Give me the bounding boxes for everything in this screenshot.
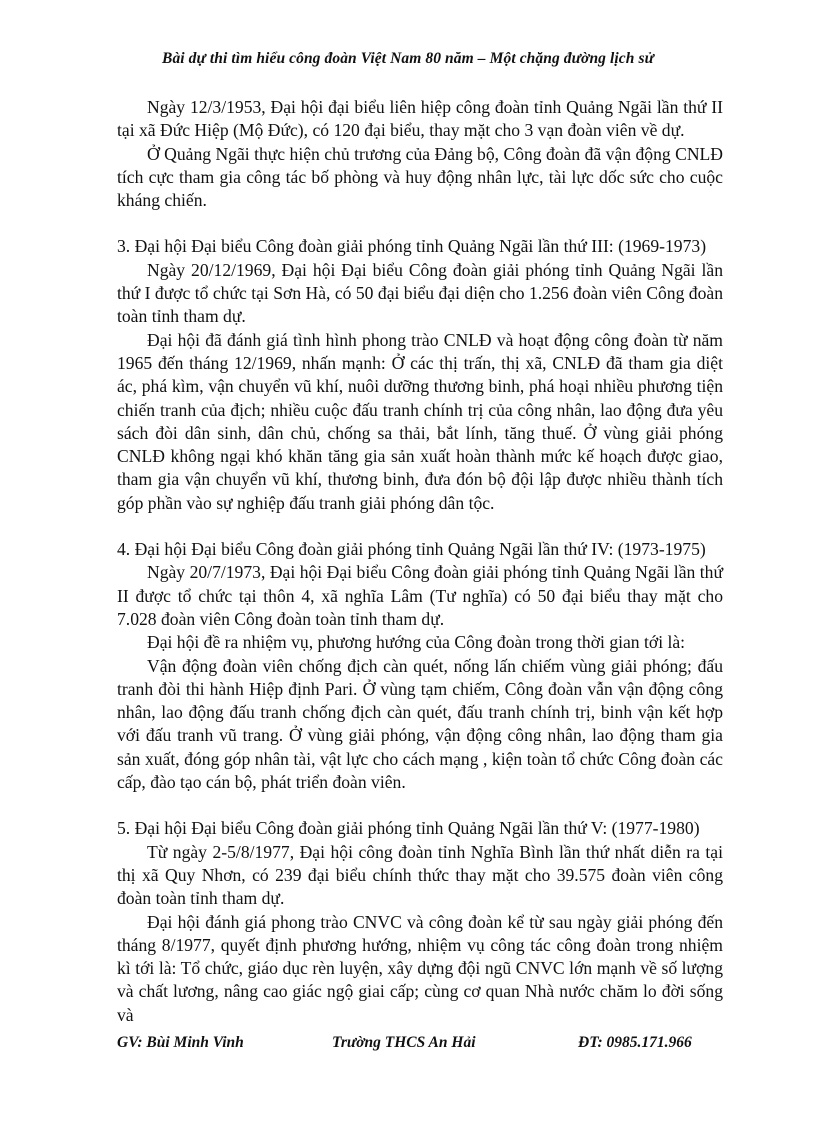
- section-4-paragraph-1: Ngày 20/7/1973, Đại hội Đại biểu Công đoàn giải phóng tỉnh Quảng Ngãi lần thứ II được tổ chức tại thôn 4, xã nghĩa Lâm (Tư nghĩa) có 50 đại biểu thay mặt cho 7.028 đoàn viên Công đoàn toàn tỉnh tham dự.: [117, 562, 723, 629]
- section-5-paragraph-2: Đại hội đánh giá phong trào CNVC và công đoàn kể từ sau ngày giải phóng đến tháng 8/1977, quyết định phương hướng, nhiệm vụ công tác công đoàn trong nhiệm kì tới là: Tổ chức, giáo dục rèn luyện, xây dựng đội ngũ CNVC lớn mạnh về số lượng và chất lương, nâng cao giác ngộ giai cấp; cùng cơ quan Nhà nước chăm lo đời sống và: [117, 911, 723, 1025]
- section-3-paragraph-2: Đại hội đã đánh giá tình hình phong trào CNLĐ và hoạt động công đoàn từ năm 1965 đến tháng 12/1969, nhấn mạnh: Ở các thị trấn, thị xã, CNLĐ đã tham gia diệt ác, phá kìm, vận chuyển vũ khí, nuôi dưỡng thương binh, phá hoại nhiều phương tiện chiến tranh của địch; nhiều cuộc đấu tranh chính trị của công nhân, lao động đưa yêu sách đòi dân sinh, dân chủ, chống sa thải, bắt lính, tăng thuế. Ở vùng giải phóng CNLĐ không ngại khó khăn tăng gia sản xuất hoàn thành mức kế hoạch được giao, tham gia vận chuyển vũ khí, thương binh, đưa đón bộ đội lập được nhiều thành tích góp phần vào sự nghiệp đấu tranh giải phóng dân tộc.: [117, 329, 723, 513]
- spacer: [117, 515, 723, 538]
- section-3-heading: 3. Đại hội Đại biểu Công đoàn giải phóng tỉnh Quảng Ngãi lần thứ III: (1969-1973): [117, 236, 707, 257]
- section-5-paragraph-1: Từ ngày 2-5/8/1977, Đại hội công đoàn tỉnh Nghĩa Bình lần thứ nhất diễn ra tại thị xã Quy Nhơn, có 239 đại biểu chính thức thay mặt cho 39.575 đoàn viên công đoàn toàn tỉnh tham dự.: [117, 841, 723, 909]
- section-3-paragraph-1: Ngày 20/12/1969, Đại hội Đại biểu Công đoàn giải phóng tỉnh Quảng Ngãi lần thứ I được tổ chức tại Sơn Hà, có 50 đại biểu đại diện cho 1.256 đoàn viên Công đoàn toàn tỉnh tham dự.: [117, 259, 723, 327]
- spacer: [117, 212, 723, 235]
- page-header: Bài dự thi tìm hiểu công đoàn Việt Nam 80 năm – Một chặng đường lịch sử: [162, 50, 654, 67]
- spacer: [117, 794, 723, 817]
- footer-school: Trường THCS An Hải: [332, 1034, 476, 1051]
- footer-phone: ĐT: 0985.171.966: [578, 1034, 692, 1051]
- section-5-heading: 5. Đại hội Đại biểu Công đoàn giải phóng tỉnh Quảng Ngãi lần thứ V: (1977-1980): [117, 818, 700, 839]
- section-4-paragraph-3: Vận động đoàn viên chống địch càn quét, nống lấn chiếm vùng giải phóng; đấu tranh đòi thi hành Hiệp định Pari. Ở vùng tạm chiếm, Công đoàn vẫn vận động công nhân, lao động đấu tranh chống địch càn quét, đấu tranh chính trị, binh vận kết hợp với đấu tranh vũ trang. Ở vùng giải phóng, vận động công nhân, lao động tham gia sản xuất, đóng góp nhân tài, vật lực cho cách mạng , kiện toàn tổ chức Công đoàn các cấp, đào tạo cán bộ, phát triển đoàn viên.: [117, 655, 723, 793]
- document-body: [117, 96, 723, 1027]
- footer-author: GV: Bùi Minh Vinh: [117, 1034, 244, 1051]
- section-4-heading: 4. Đại hội Đại biểu Công đoàn giải phóng tỉnh Quảng Ngãi lần thứ IV: (1973-1975): [117, 539, 706, 560]
- section-4-paragraph-2: Đại hội đề ra nhiệm vụ, phương hướng của Công đoàn trong thời gian tới là:: [147, 632, 686, 653]
- intro-paragraph-1: Ngày 12/3/1953, Đại hội đại biểu liên hiệp công đoàn tỉnh Quảng Ngãi lần thứ II tại xã Đức Hiệp (Mộ Đức), có 120 đại biểu, thay mặt cho 3 vạn đoàn viên về dự.: [117, 97, 723, 141]
- intro-paragraph-2: Ở Quảng Ngãi thực hiện chủ trương của Đảng bộ, Công đoàn đã vận động CNLĐ tích cực tham gia công tác bố phòng và huy động nhân lực, tài lực dốc sức cho cuộc kháng chiến.: [117, 143, 723, 211]
